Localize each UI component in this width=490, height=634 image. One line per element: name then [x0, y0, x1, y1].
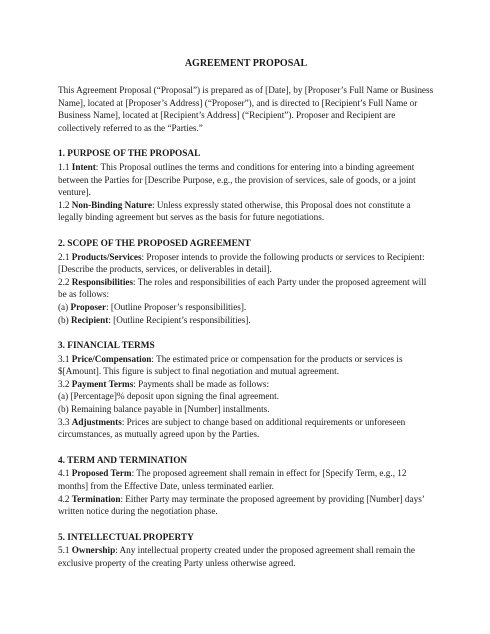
clause-text: : Prices are subject to change based on additional requirements or unforeseen circumstances, as mutually agreed upon by the Parties. [58, 416, 406, 440]
clause-line [58, 199, 434, 224]
clause-text: : [Outline Recipient’s responsibilities]. [108, 314, 251, 325]
clause-number: 2.1 [58, 251, 72, 262]
clause-number: 2.2 [58, 276, 72, 287]
clause-text: : This Proposal outlines the terms and conditions for entering into a binding agreement between the Parties for [Describe Purpose, e.g., the provision of services, sale of goods, or a joint venture]. [58, 161, 416, 198]
clause-number: 1.2 [58, 199, 72, 210]
clause-term: Proposed Term [71, 468, 132, 479]
clause-line [58, 314, 434, 327]
clause-term: Price/Compensation [71, 353, 152, 364]
clause-number: (a) [58, 301, 71, 312]
clause-line [58, 416, 434, 441]
section-heading: 3. FINANCIAL TERMS [58, 341, 155, 352]
clause-line [58, 353, 434, 378]
clause-line [58, 263, 434, 276]
clause-term: Intent [71, 161, 96, 172]
clause-term: Responsibilities [71, 276, 134, 287]
clause-text: : Proposer intends to provide the following products or services to Recipient: [141, 251, 425, 262]
clause-text: : The proposed agreement shall remain in effect for [Specify Term, e.g., 12 months] from the Effective Date, unless terminated earlier. [58, 468, 407, 492]
clause-line [58, 161, 434, 199]
clause-text: : The roles and responsibilities of each Party under the proposed agreement will be as follows: [58, 276, 427, 300]
clause-number: 1.1 [58, 161, 72, 172]
clause-term: Payment Terms [71, 378, 134, 389]
section-heading: 4. TERM AND TERMINATION [58, 455, 188, 466]
clause-text: : Any intellectual property created under the proposed agreement shall remain the exclusive property of the creating Party unless otherwise agreed. [58, 545, 415, 568]
clause-term: Non-Binding Nature [71, 199, 153, 210]
clause-text: : Unless expressly stated otherwise, this Proposal does not constitute a legally binding agreement but serves as the basis for future negotiations. [58, 199, 411, 223]
clause-number: 3.2 [58, 378, 72, 389]
section-heading: 2. SCOPE OF THE PROPOSED AGREEMENT [58, 238, 251, 249]
clause-text: : Payments shall be made as follows: [133, 378, 270, 389]
clause-term: Adjustments [71, 416, 122, 427]
clause-line [58, 493, 434, 518]
clause-line [58, 467, 434, 492]
clause-term: Ownership [71, 545, 116, 556]
intro-paragraph: This Agreement Proposal (“Proposal”) is prepared as of [Date], by [Proposer’s Full Name or Business Name], located at [Proposer’s Address] (“Proposer”), and is directed to [Recipient’s Full Name or Business Name], located at [Recipient’s Address] (“Recipient”). Proposer and Recipient are collectively referred to as the “Parties.” [58, 85, 434, 133]
document-title: AGREEMENT PROPOSAL [184, 58, 308, 69]
section-heading: 5. INTELLECTUAL PROPERTY [58, 532, 194, 543]
clause-text: (b) Remaining balance payable in [Number] installments. [58, 404, 270, 415]
clause-line [58, 276, 434, 301]
clause-text: [Describe the products, services, or deliverables in detail]. [58, 264, 272, 275]
clause-text: (a) [Percentage]% deposit upon signing the final agreement. [58, 391, 279, 402]
clause-term: Products/Services [71, 251, 142, 262]
clause-number: (b) [58, 314, 72, 325]
clause-line [58, 378, 434, 391]
clause-line [58, 544, 434, 569]
clause-term: Recipient [71, 314, 109, 325]
clause-text: : Either Party may terminate the proposed agreement by providing [Number] days’ written notice during the negotiation phase. [58, 493, 425, 517]
clause-number: 4.2 [58, 493, 72, 504]
clause-line [58, 403, 434, 416]
clause-text: : [Outline Proposer’s responsibilities]. [106, 301, 247, 312]
document-content [58, 57, 434, 570]
clause-line [58, 390, 434, 403]
clause-number: 4.1 [58, 468, 72, 479]
clause-line [58, 251, 434, 264]
clause-number: 3.1 [58, 353, 72, 364]
clause-number: 3.3 [58, 416, 72, 427]
clause-term: Termination [71, 493, 121, 504]
clause-text: : The estimated price or compensation for the products or services is $[Amount]. This figure is subject to final negotiation and mutual agreement. [58, 353, 403, 377]
clause-number: 5.1 [58, 545, 72, 556]
sections-container [58, 148, 434, 569]
clause-term: Proposer [70, 301, 107, 312]
section-heading: 1. PURPOSE OF THE PROPOSAL [58, 149, 201, 160]
clause-line [58, 301, 434, 314]
